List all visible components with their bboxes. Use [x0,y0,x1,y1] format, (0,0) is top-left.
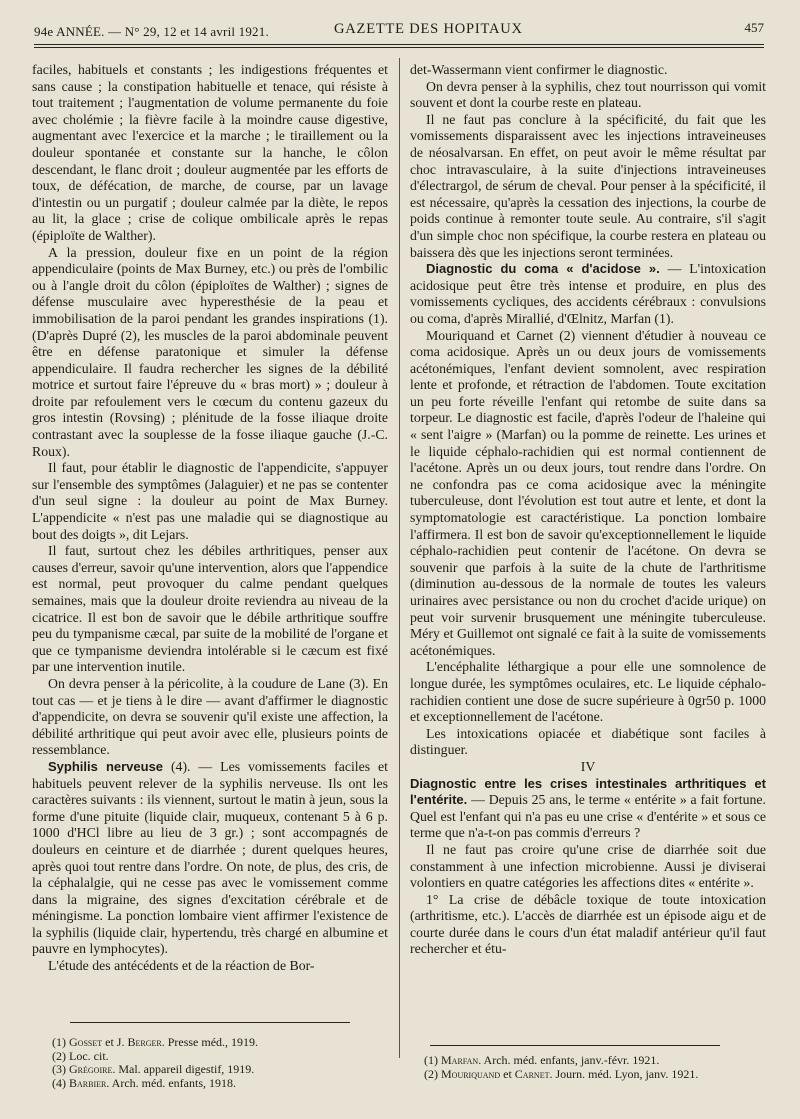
paragraph: Il ne faut pas croire qu'une crise de diarrhée soit due constamment à une infection microbienne. Aussi je diviserai volontiers en quatre catégories les affections dites « entérite ». [410,841,766,891]
left-column [32,62,388,975]
paragraph: On devra penser à la péricolite, à la coudure de Lane (3). En tout cas — et je tiens à le dire — avant d'affirmer le diagnostic d'appendicite, on devra se souvenir qu'il existe une affection, la débilité arthritique qui peut avoir avec elle, plusieurs points de ressemblance. [32,675,388,758]
journal-title: GAZETTE DES HOPITAUX [334,21,523,37]
paragraph: Il faut, pour établir le diagnostic de l'appendicite, s'appuyer sur l'ensemble des symptômes (Jalaguier) et ne pas se contenter d'un seul signe : la douleur au point de Max Burney. L'appendicite « n'est pas une maladie qui se diagnostique au bout des doigts », dit Lejars. [32,460,388,542]
paragraph-coma [410,261,766,327]
page-header [34,16,764,42]
paragraph: faciles, habituels et constants ; les indigestions fréquentes et sans cause ; la constipation habituelle et tenace, qui résiste à tout traitement ; l'augmentation de volume permanente du foie avec cholémie ; la fièvre facile à la moindre cause digestive, augmentant avec l'exercice et la marche ; le tiraillement ou la douleur spontanée et constante sur la hanche, le côlon descendant, le flanc droit ; douleur augmentée par les efforts de toux, de défécation, de marche, de course, par un lavage d'intestin ou un purgatif ; douleur calmée par la diète, le repos au lit, la glace ; crise de colique ombilicale après le repas (épiploïte de Walther). [32,62,388,243]
paragraph: 1° La crise de débâcle toxique de toute intoxication (arthritisme, etc.). L'accès de diarrhée est un épisode aigu et de courte durée dans le cours d'un état maladif antérieur qu'il faut rechercher et étu- [410,891,766,957]
paragraph: L'encéphalite léthargique a pour elle une somnolence de longue durée, les symptômes oculaires, etc. Le liquide céphalo-rachidien contient une dose de sucre supérieure à 0gr50 p. 1000 et exceptionnellement de l'acétone. [410,659,766,725]
paragraph-syphilis [32,759,388,958]
right-column [410,62,766,958]
paragraph: Il faut, surtout chez les débiles arthritiques, penser aux causes d'erreur, savoir qu'une intervention, alors que l'appendice est normal, peut provoquer du calme pendant quelques semaines, mais que la douleur droite reviendra au niveau de la cicatrice. Il est bon de savoir que le débile arthritique souffre peu du tympanisme cæcal, par suite de la mobilité de l'organe et que ce tympanisme deviendra intolérable si le cæcum est fixé par une intervention inutile. [32,543,388,675]
paragraph-text: — Depuis 25 ans, le terme « entérite » a fait fortune. Quel est l'enfant qui n'a pas eu une crise « d'entérite » et sous ce terme que n'a-t-on pas commis d'erreurs ? [410,792,766,841]
paragraph: det-Wassermann vient confirmer le diagnostic. [410,62,668,77]
footnote: (1) Marfan. Arch. méd. enfants, janv.-févr. 1921. [424,1053,660,1067]
footnotes-left [52,1036,408,1090]
footnote: (1) Gosset et J. Berger. Presse méd., 1919. [52,1035,259,1049]
section-heading: Diagnostic entre les crises intestinales arthritiques et l'entérite. [410,775,766,808]
paragraph-text: (4). — Les vomissements faciles et habituels peuvent relever de la syphilis nerveuse. Ils ont les caractères suivants : ils viennent, surtout le matin à jeun, sous la forme d'une pituite (liquide clair, muqueux, contenant 5 à 6 p. 1000 d'HCl libre au lieu de 3 gr.) ; sont accompagnés de douleurs en ceinture et de diarrhée ; durent quelques heures, après quoi tout rentre dans l'ordre. On note, de plus, des cris, de la céphalalgie, qui ne cesse pas avec le vomissement comme dans la migraine, des signes d'excitation cérébrale et de méningisme. La ponction lombaire vient affirmer l'existence de la syphilis (liquide clair, hypertendu, très chargé en albumine et pauvre en lymphocytes). [32,758,388,957]
paragraph: L'étude des antécédents et de la réaction de Bor- [48,958,315,974]
footnote: (4) Barbier. Arch. méd. enfants, 1918. [52,1075,236,1090]
paragraph: Il ne faut pas conclure à la spécificité, du fait que les vomissements disparaissent avec les injections intraveineuses de néosalvarsan. En effet, on peut avoir le même résultat par choc intravasculaire, à la suite d'injections intraveineuses d'électrargol, de sérum de cheval. Pour penser à la spécificité, il est nécessaire, qu'après la cessation des injections, la courbe de poids continue à remonter toute seule. Au contraire, s'il s'agit d'un simple choc non spécifique, la courbe restera en plateau ou baissera dès que les injections seront terminées. [410,111,766,260]
paragraph: Mouriquand et Carnet (2) viennent d'étudier à nouveau ce coma acidosique. Après un ou deux jours de vomissements acétonémiques, l'enfant devient somnolent, avec respiration lente et profonde, et rétraction de l'abdomen. Toute excitation un peu forte réveille l'enfant qui retombe de suite dans sa torpeur. Le diagnostic est facile, d'après l'odeur de l'haleine qui « sent l'aigre » (Marfan) ou la pomme de reinette. Les urines et le liquide céphalo-rachidien qui est normal contiennent de l'acétone. Après un ou deux jours, tout rendre dans l'ordre. On ne confondra pas ce coma acidosique avec la méningite tuberculeuse, dont l'évolution est tout autre et lente, et dont la symptomatologie est caractéristique. La ponction lombaire l'affirmera. Il est bon de savoir qu'exceptionnellement le liquide céphalo-rachidien peut contenir de l'acétone. On devra se souvenir que parfois à la suite de la chute de l'arthritisme (diminution au-dessous de la normale de toutes les valeurs urinaires avec persistance ou non du crochet d'acide urique) on peut voir survenir brusquement une méningite tuberculeuse. Méry et Guillemot ont signalé ce fait à la suite de vomissements acétonémiques. [410,327,766,658]
footnotes-right [424,1054,780,1081]
header-rule [34,44,764,45]
page-number: 457 [744,20,764,35]
section-heading: Diagnostic du coma « d'acidose ». [426,261,660,277]
footnote-rule [70,1022,350,1023]
section-number: IV [580,758,596,774]
section-heading: Syphilis nerveuse [48,758,164,774]
paragraph-text: — L'intoxication acidosique peut être très intense et produire, en plus des vomissements cycliques, des accidents cérébraux : convulsions ou coma, d'après Mirallié, d'Œlnitz, Marfan (1). [410,261,767,326]
footnote-rule [430,1045,720,1046]
footnote: (2) Loc. cit. [52,1048,109,1063]
issue-info: 94e ANNÉE. — N° 29, 12 et 14 avril 1921. [34,24,269,39]
paragraph: A la pression, douleur fixe en un point de la région appendiculaire (points de Max Burney, etc.) ou près de l'ombilic ou à l'angle droit du côlon (épiploïtes de Walther) ; signes de défense musculaire avec hyperesthésie de la peau et immobilisation de la paroi pendant les grandes inspirations (1). (D'après Dupré (2), les muscles de la paroi abdominale peuvent être en défense paratonique et simuler la défense appendiculaire. Il faudra rechercher les signes de la débilité motrice et surtout faire l'épreuve du « bras mort) » ; douleur à droite par refoulement vers le cœcum du contenu gazeux du gros intestin (Rovsing) ; plénitude de la fosse iliaque droite contrastant avec la souplesse de la fosse iliaque gauche (J.-C. Roux). [32,244,388,459]
paragraph-enterite [410,776,766,842]
footnote: (3) Grégoire. Mal. appareil digestif, 1919. [52,1062,255,1076]
header-rule-double [34,47,764,48]
paragraph: On devra penser à la syphilis, chez tout nourrisson qui vomit souvent et dont la courbe reste en plateau. [410,78,766,111]
footnote: (2) Mouriquand et Carnet. Journ. méd. Lyon, janv. 1921. [424,1066,699,1081]
paragraph: Les intoxications opiacée et diabétique sont faciles à distinguer. [410,725,766,758]
column-separator [399,58,400,1058]
